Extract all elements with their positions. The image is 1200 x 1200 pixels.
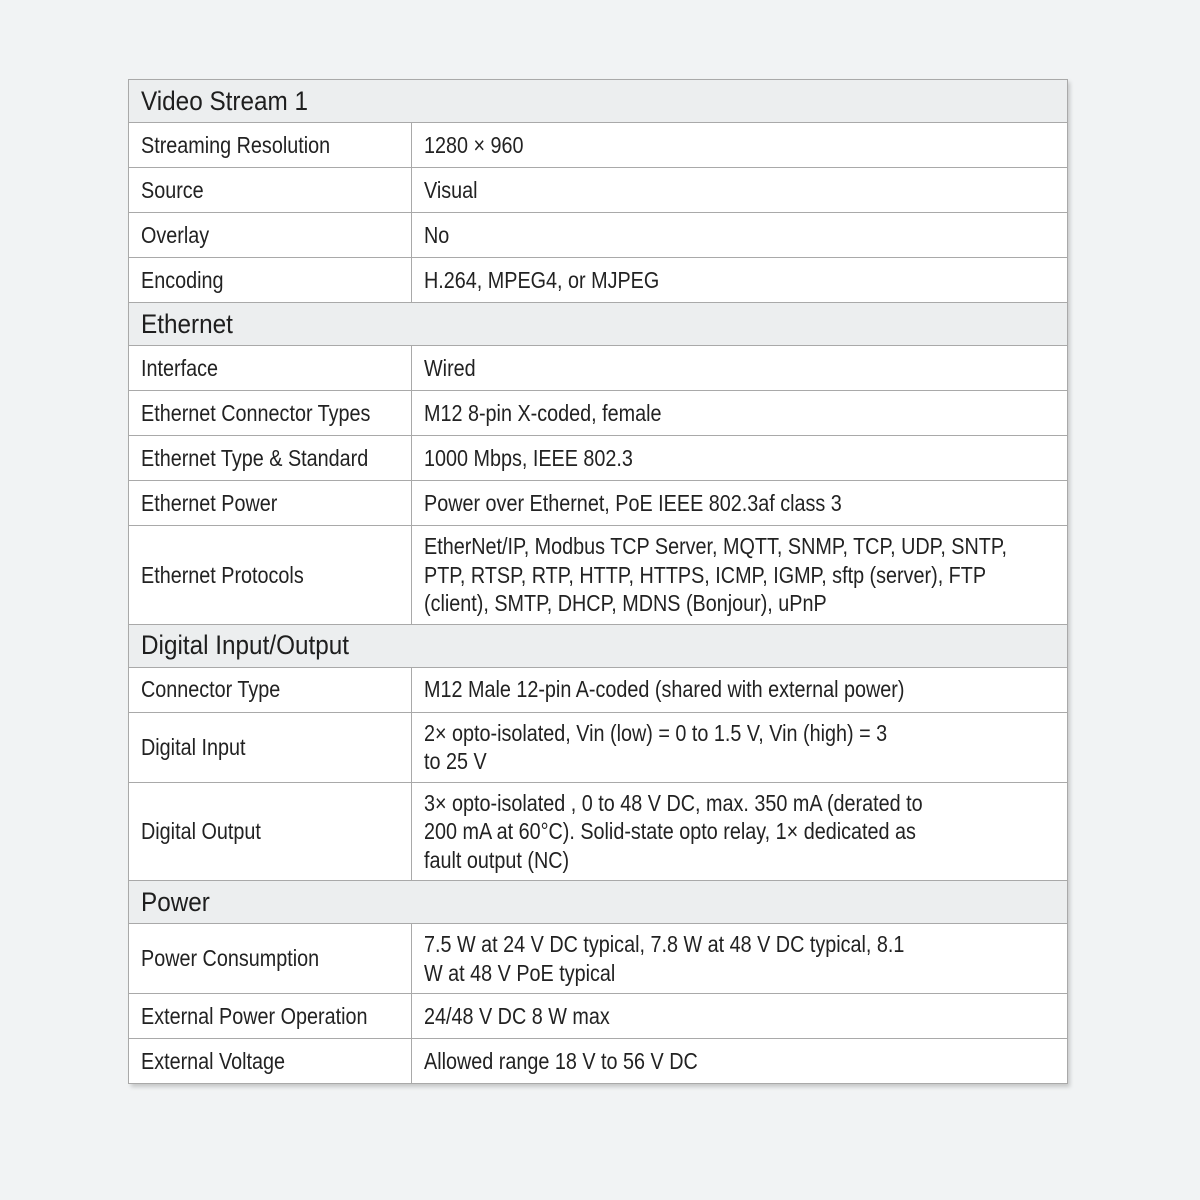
spec-label: Ethernet Power [141,489,278,516]
spec-label: Connector Type [141,676,281,703]
spec-value: 1000 Mbps, IEEE 802.3 [424,444,633,471]
spec-value: M12 Male 12-pin A-coded (shared with external power) [424,676,905,703]
table-row [129,168,1068,213]
table-row [129,712,1068,782]
spec-label: Source [141,176,204,203]
spec-label: Encoding [141,266,224,293]
table-row [129,213,1068,258]
section-header-video-stream [129,80,1068,123]
spec-value: Allowed range 18 V to 56 V DC [424,1047,698,1074]
spec-value: M12 8-pin X-coded, female [424,399,662,426]
spec-value: 2× opto-isolated, Vin (low) = 0 to 1.5 V, Vin (high) = 3 to 25 V [424,719,888,774]
table-row [129,526,1068,625]
table-row [129,782,1068,881]
spec-label: Digital Input [141,733,246,760]
spec-value: 3× opto-isolated , 0 to 48 V DC, max. 350 mA (derated to 200 mA at 60°C). Solid-state opto relay, 1× dedicated as fault output (NC) [424,789,923,873]
spec-sheet [128,79,1067,1084]
spec-label: Streaming Resolution [141,131,331,158]
spec-value: 1280 × 960 [424,131,524,158]
spec-table [128,79,1068,1084]
table-row [129,123,1068,168]
spec-label: Power Consumption [141,945,320,972]
spec-label: Ethernet Protocols [141,561,304,588]
spec-label: Digital Output [141,818,261,844]
spec-value: H.264, MPEG4, or MJPEG [424,266,660,293]
table-row [129,1039,1068,1084]
table-row [129,667,1068,712]
spec-value: Visual [424,176,478,203]
section-title: Digital Input/Output [141,630,350,661]
spec-value: Power over Ethernet, PoE IEEE 802.3af class 3 [424,489,842,516]
section-header-ethernet [129,303,1068,346]
spec-value: 24/48 V DC 8 W max [424,1002,610,1029]
table-row [129,391,1068,436]
spec-label: External Voltage [141,1047,286,1074]
table-row [129,994,1068,1039]
section-header-digital-io [129,624,1068,667]
section-title: Power [141,886,210,917]
spec-label: Interface [141,354,218,381]
table-row [129,924,1068,994]
spec-value: Wired [424,354,476,381]
spec-value: 7.5 W at 24 V DC typical, 7.8 W at 48 V DC typical, 8.1 W at 48 V PoE typical [424,931,905,986]
spec-value: EtherNet/IP, Modbus TCP Server, MQTT, SNMP, TCP, UDP, SNTP, PTP, RTSP, RTP, HTTP, HTTPS, ICMP, IGMP, sftp (server), FTP (client), SMTP, DHCP, MDNS (Bonjour), uPnP [424,533,1008,616]
spec-value: No [424,221,450,248]
spec-label: Overlay [141,221,210,248]
spec-label: External Power Operation [141,1002,368,1029]
section-header-power [129,881,1068,924]
table-row [129,346,1068,391]
spec-label: Ethernet Connector Types [141,399,371,426]
spec-label: Ethernet Type & Standard [141,444,369,471]
table-row [129,436,1068,481]
section-title: Ethernet [141,308,233,339]
table-row [129,258,1068,303]
table-row [129,481,1068,526]
section-title: Video Stream 1 [141,85,309,116]
